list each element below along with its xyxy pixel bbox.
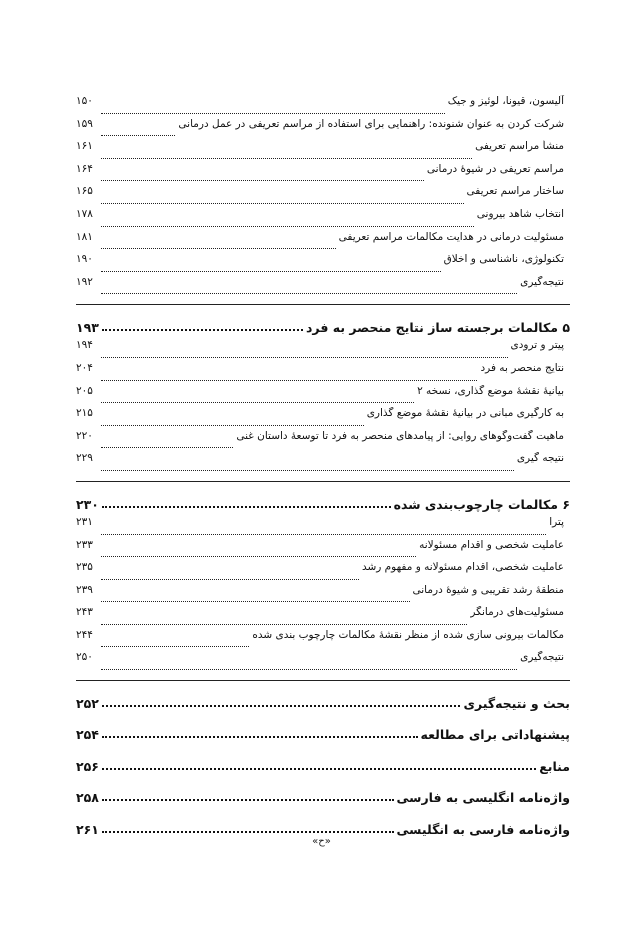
dot-leader bbox=[101, 248, 336, 249]
toc-section-entry bbox=[76, 744, 570, 776]
toc-entry-title: آلیسون، قیونا، لوئیز و جیک bbox=[447, 95, 564, 107]
dot-leader bbox=[101, 669, 517, 670]
dot-leader bbox=[102, 831, 394, 833]
toc-entry-title: به کارگیری مبانی در بیانیهٔ نقشهٔ موضع گذاری bbox=[366, 407, 564, 420]
toc-entry-title: مسئولیت درمانی در هدایت مکالمات مراسم تعریفی bbox=[338, 230, 564, 243]
dot-leader bbox=[102, 329, 303, 331]
toc-entry-page: ۲۵۴ bbox=[76, 727, 99, 743]
dot-leader bbox=[101, 380, 477, 381]
toc-entry bbox=[76, 140, 570, 163]
dot-leader bbox=[101, 425, 364, 426]
dot-leader bbox=[102, 705, 461, 707]
toc-entry bbox=[76, 516, 570, 539]
toc-entry-page: ۲۴۳ bbox=[76, 606, 93, 619]
toc-entry-page: ۲۳۵ bbox=[76, 561, 93, 574]
toc-entry-title: بیانیهٔ نقشهٔ موضع گذاری، نسخه ۲ bbox=[417, 384, 564, 397]
toc-entry-title: ساختار مراسم تعریفی bbox=[466, 185, 564, 198]
toc-entry-title: منشأ مراسم تعریفی bbox=[475, 140, 564, 153]
toc-entry bbox=[76, 163, 570, 186]
dot-leader bbox=[101, 293, 517, 294]
toc-entry bbox=[76, 253, 570, 276]
toc-entry-title: عاملیت شخصی و اقدام مسئولانه bbox=[419, 538, 564, 551]
dot-leader bbox=[102, 768, 536, 770]
toc-entry-page: ۱۶۵ bbox=[76, 185, 93, 198]
toc-entry-title: تکنولوژی، ناشناسی و اخلاق bbox=[443, 253, 564, 266]
dot-leader bbox=[101, 271, 441, 272]
toc-entry bbox=[76, 407, 570, 430]
toc-entry-page: ۲۳۳ bbox=[76, 538, 93, 551]
toc-entry-title: نتیجه‌گیری bbox=[520, 275, 564, 288]
toc-entry-page: ۱۶۱ bbox=[76, 140, 93, 153]
toc-entry-title: شرکت کردن به عنوان شنونده: راهنمایی برای استفاده از مراسم تعریفی در عمل درمانی bbox=[178, 117, 564, 130]
toc-entry-page: ۱۹۰ bbox=[76, 253, 93, 266]
toc-entry-title: مکالمات بیرونی سازی شده از منظر نقشهٔ مکالمات چارچوب بندی شده bbox=[252, 628, 564, 641]
dot-leader bbox=[101, 579, 359, 580]
toc-entry-title: منابع bbox=[539, 758, 570, 774]
toc-entry-page: ۱۷۸ bbox=[76, 207, 93, 220]
toc-entry bbox=[76, 584, 570, 607]
toc-chapter-entry bbox=[76, 305, 570, 339]
dot-leader bbox=[101, 646, 249, 647]
toc-entry-page: ۲۵۲ bbox=[76, 695, 99, 711]
toc-entry-title: انتخاب شاهد بیرونی bbox=[476, 207, 564, 220]
toc-entry-title: پیشنهاداتی برای مطالعه bbox=[420, 727, 570, 743]
toc-entry bbox=[76, 385, 570, 408]
toc-entry bbox=[76, 539, 570, 562]
toc-entry bbox=[76, 276, 570, 299]
dot-leader bbox=[101, 357, 508, 358]
toc-entry-title: نتیجه‌گیری bbox=[520, 651, 564, 664]
toc-section-entry bbox=[76, 807, 570, 839]
toc-section-entry bbox=[76, 776, 570, 808]
toc-entry-title: پیتر و ترودی bbox=[510, 339, 564, 352]
toc-entry-page: ۲۳۰ bbox=[76, 496, 99, 512]
toc-entry-page: ۱۹۲ bbox=[76, 275, 93, 288]
toc-section-entry bbox=[76, 681, 570, 713]
toc-entry bbox=[76, 185, 570, 208]
toc-entry bbox=[76, 629, 570, 652]
toc-entry-title: ۵ مکالمات برجسته ساز نتایج منحصر به فرد bbox=[306, 320, 570, 336]
dot-leader bbox=[101, 447, 233, 448]
toc-entry-page: ۲۲۰ bbox=[76, 429, 93, 442]
toc-entry-page: ۲۰۴ bbox=[76, 361, 93, 374]
dot-leader bbox=[101, 556, 416, 557]
toc-entry bbox=[76, 430, 570, 453]
dot-leader bbox=[102, 736, 418, 738]
toc-entry bbox=[76, 606, 570, 629]
toc-entry-title: منطقهٔ رشد تقریبی و شیوهٔ درمانی bbox=[412, 583, 564, 596]
toc-entry bbox=[76, 651, 570, 674]
toc-entry bbox=[76, 231, 570, 254]
dot-leader bbox=[101, 113, 445, 114]
toc-entry-page: ۲۰۵ bbox=[76, 384, 93, 397]
toc-entry-page: ۲۴۴ bbox=[76, 628, 93, 641]
toc-entry-page: ۲۵۶ bbox=[76, 758, 99, 774]
toc-entry-page: ۲۵۰ bbox=[76, 651, 93, 664]
dot-leader bbox=[101, 624, 467, 625]
toc-entry-page: ۱۵۹ bbox=[76, 117, 93, 130]
dot-leader bbox=[101, 402, 414, 403]
toc-entry-page: ۲۳۹ bbox=[76, 583, 93, 596]
toc-entry-page: ۲۱۵ bbox=[76, 407, 93, 420]
toc-entry-title: مراسم تعریفی در شیوهٔ درمانی bbox=[426, 162, 564, 175]
toc-entry bbox=[76, 362, 570, 385]
toc-entry-title: واژه‌نامه فارسی به انگلیسی bbox=[396, 821, 570, 837]
toc-entry-page: ۲۲۹ bbox=[76, 452, 93, 465]
toc-entry-page: ۲۳۱ bbox=[76, 515, 93, 528]
toc-entry-page: ۱۸۱ bbox=[76, 230, 93, 243]
toc-entry-title: ماهیت گفت‌وگوهای روایی: از پیامدهای منحصر به فرد تا توسعهٔ داستان غنی bbox=[236, 429, 564, 442]
toc-entry-title: ۶ مکالمات چارچوب‌بندی شده bbox=[393, 496, 570, 512]
dot-leader bbox=[101, 203, 464, 204]
toc-entry bbox=[76, 208, 570, 231]
toc-entry bbox=[76, 95, 570, 118]
toc-entry-title: بحث و نتیجه‌گیری bbox=[463, 695, 570, 711]
toc-entry-page: ۲۶۱ bbox=[76, 821, 99, 837]
toc-chapter-entry bbox=[76, 482, 570, 516]
toc-entry-page: ۱۵۰ bbox=[76, 95, 93, 107]
dot-leader bbox=[102, 506, 391, 508]
toc-entry-page: ۲۵۸ bbox=[76, 790, 99, 806]
dot-leader bbox=[101, 180, 424, 181]
toc-entry-title: عاملیت شخصی، اقدام مسئولانه و مفهوم رشد bbox=[361, 561, 564, 574]
dot-leader bbox=[101, 135, 175, 136]
toc-entry-title: واژه‌نامه انگلیسی به فارسی bbox=[396, 790, 570, 806]
toc-entry-title: نتایج منحصر به فرد bbox=[480, 361, 564, 374]
toc-entry bbox=[76, 339, 570, 362]
dot-leader bbox=[101, 470, 514, 471]
dot-leader bbox=[101, 601, 410, 602]
page-number: «ح» bbox=[312, 836, 331, 847]
dot-leader bbox=[101, 534, 546, 535]
dot-leader bbox=[101, 226, 474, 227]
dot-leader bbox=[101, 158, 472, 159]
toc-entry-page: ۱۹۴ bbox=[76, 339, 93, 352]
toc-entry-title: نتیجه گیری bbox=[516, 452, 564, 465]
toc-entry bbox=[76, 118, 570, 141]
toc-entry-page: ۱۹۳ bbox=[76, 320, 99, 336]
toc-entry bbox=[76, 561, 570, 584]
table-of-contents bbox=[76, 95, 570, 839]
toc-entry bbox=[76, 452, 570, 475]
toc-entry-title: مسئولیت‌های درمانگر bbox=[470, 606, 564, 619]
dot-leader bbox=[102, 799, 394, 801]
toc-section-entry bbox=[76, 713, 570, 745]
toc-entry-title: پترا bbox=[549, 515, 564, 528]
toc-entry-page: ۱۶۴ bbox=[76, 162, 93, 175]
